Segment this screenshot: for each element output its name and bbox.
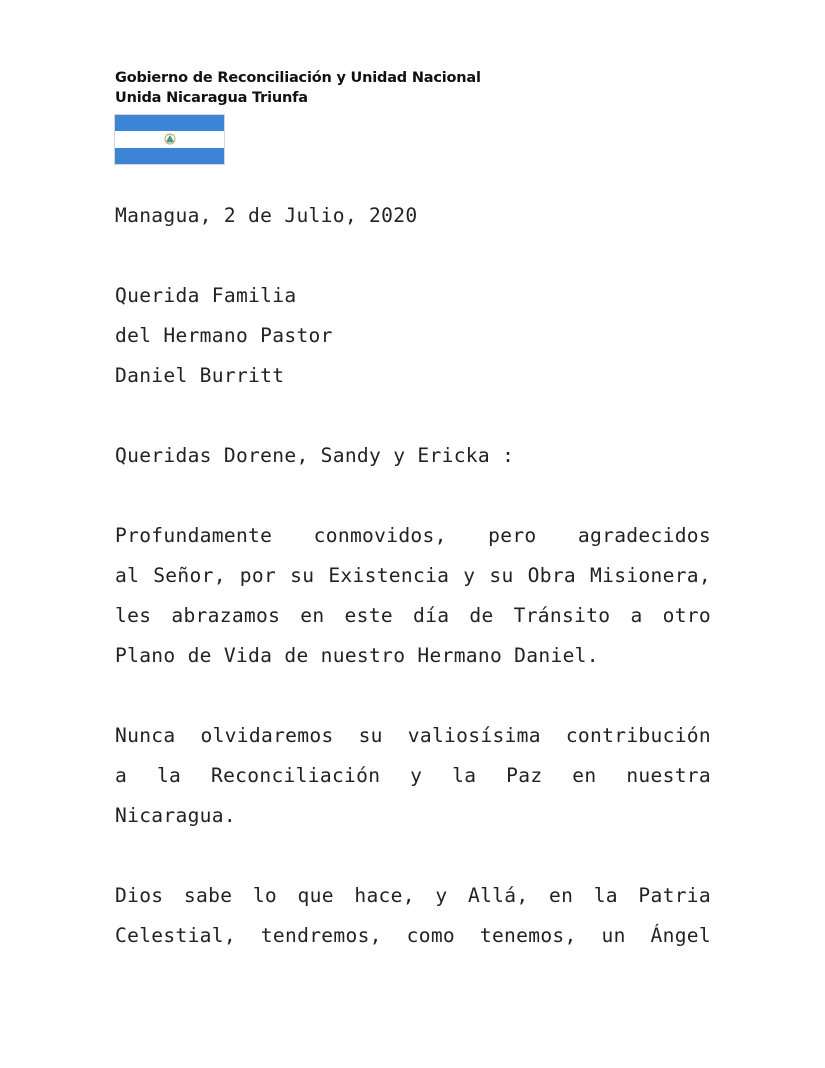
- paragraph-line: Plano de Vida de nuestro Hermano Daniel.: [115, 644, 599, 667]
- paragraph-line: Nunca olvidaremos su valiosísima contribución: [115, 724, 711, 747]
- paragraph-line: Celestial, tendremos, como tenemos, un Ángel: [115, 924, 711, 947]
- nicaragua-flag-icon: [114, 114, 225, 165]
- coat-of-arms-icon: [163, 134, 176, 145]
- address-line: Daniel Burritt: [115, 364, 285, 387]
- flag-bottom-band: [115, 148, 224, 164]
- paragraph-line: Dios sabe lo que hace, y Allá, en la Patria: [115, 884, 711, 907]
- flag-top-band: [115, 115, 224, 131]
- address-line: Querida Familia: [115, 284, 297, 307]
- letterhead-slogan: Unida Nicaragua Triunfa: [115, 90, 308, 106]
- paragraph-line: les abrazamos en este día de Tránsito a otro: [115, 604, 711, 627]
- paragraph-line: al Señor, por su Existencia y su Obra Misionera,: [115, 564, 711, 587]
- paragraph-line: a la Reconciliación y la Paz en nuestra: [115, 764, 711, 787]
- flag-middle-band: [115, 131, 224, 147]
- letterhead: [115, 68, 481, 108]
- address-line: del Hermano Pastor: [115, 324, 333, 347]
- letter-date: Managua, 2 de Julio, 2020: [115, 204, 418, 227]
- paragraph-line: Profundamente conmovidos, pero agradecidos: [115, 524, 711, 547]
- salutation: Queridas Dorene, Sandy y Ericka :: [115, 444, 515, 467]
- letterhead-government-name: Gobierno de Reconciliación y Unidad Nacional: [115, 70, 481, 86]
- letter-body: [115, 196, 711, 956]
- paragraph-line: Nicaragua.: [115, 804, 236, 827]
